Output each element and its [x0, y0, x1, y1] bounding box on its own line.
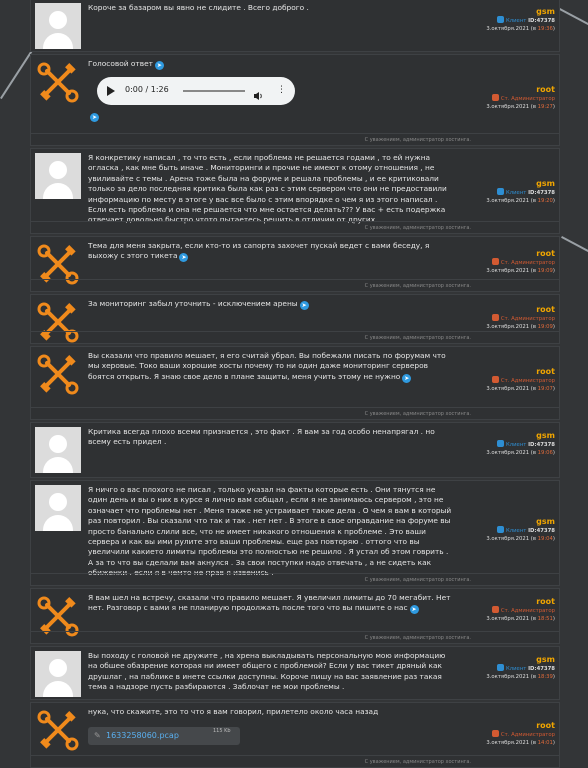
default-avatar-icon: [35, 3, 81, 49]
author-name[interactable]: root: [536, 367, 555, 376]
message-text: нука, что скажите, это то что я вам говорил, прилетело около часа назад: [88, 707, 379, 716]
volume-icon[interactable]: [253, 86, 263, 96]
attachment-file[interactable]: [88, 727, 240, 745]
author-role: Ст. Администратор: [445, 376, 555, 386]
signature: С уважением, администратор хостинга.: [364, 577, 471, 583]
author-role: Ст. Администратор: [445, 314, 555, 324]
author-role: Ст. Администратор: [445, 606, 555, 616]
message-text: Вы сказали что правило мешает, я его считай убрал. Вы побежали писать по форумам что мы херовые. Токо ваши хорошие хосты почему то ни один даже мониторинг серверов боятся открыть. Я знаю свое дело в плане защиты, меня учить этому не нужно ➤: [88, 351, 446, 382]
author-name[interactable]: root: [536, 305, 555, 314]
author-name[interactable]: root: [536, 85, 555, 94]
default-avatar-icon: [35, 485, 81, 531]
divider: [31, 331, 559, 332]
client-icon: [497, 188, 504, 195]
message-author-block: [445, 305, 555, 330]
default-avatar-icon: [35, 427, 81, 473]
message-date: 3.октября.2021 (в 18:39): [486, 674, 555, 680]
message-date: 3.октября.2021 (в 19:27): [486, 104, 555, 110]
bg-line-right-2: [561, 236, 588, 257]
message-author-block: [445, 7, 555, 32]
admin-tools-avatar-icon: [35, 299, 81, 345]
audio-player[interactable]: [97, 77, 295, 105]
author-name[interactable]: gsm: [536, 7, 555, 16]
audio-progress-bar[interactable]: [183, 90, 245, 92]
divider: [31, 631, 559, 632]
message-6: [30, 346, 560, 420]
author-name[interactable]: gsm: [536, 517, 555, 526]
author-name[interactable]: root: [536, 249, 555, 258]
author-role: Ст. Администратор: [445, 730, 555, 740]
telegram-icon: ➤: [156, 62, 162, 69]
default-avatar-icon: [35, 651, 81, 697]
message-text: За мониторинг забыл уточнить - исключением арены ➤: [88, 299, 307, 309]
message-1: [30, 0, 560, 52]
signature: С уважением, администратор хостинга.: [364, 335, 471, 341]
telegram-icon: ➤: [91, 114, 98, 121]
telegram-icon: ➤: [404, 374, 410, 382]
message-7: [30, 422, 560, 478]
message-date: 3.октября.2021 (в 19:09): [486, 268, 555, 274]
client-icon: [497, 440, 504, 447]
message-author-block: [445, 655, 555, 680]
admin-icon: [492, 606, 499, 613]
signature: С уважением, администратор хостинга.: [364, 759, 471, 765]
admin-tools-avatar-icon: [35, 593, 81, 639]
author-name[interactable]: root: [536, 597, 555, 606]
admin-icon: [492, 314, 499, 321]
message-4: [30, 236, 560, 292]
message-text: Я вам шел на встречу, сказали что правило мешает. Я увеличил лимиты до 70 мегабит. Нет нет. Разговор с вами я не планирую продолжать после того что вы пишите о нас ➤: [88, 593, 451, 614]
author-name[interactable]: gsm: [536, 655, 555, 664]
attachment-name[interactable]: 1633258060.pcap: [106, 731, 179, 740]
client-icon: [497, 16, 504, 23]
admin-tools-avatar-icon: [35, 241, 81, 287]
author-role: Клиент ID:47378: [445, 664, 555, 674]
message-date: 3.октября.2021 (в 19:07): [486, 386, 555, 392]
message-author-block: [445, 721, 555, 746]
message-text: Я ничго о вас плохого не писал , только указал на факты которые есть . Они тянутся не один день и вы о них в курсе я лично вам собщал , если я не занимаюсь сервером , это не означает что проблемы нет . Меня также не устраивает такие дела . О чем я вам в который раз повторил . Вы сказали что так и так . нет нет . В этоге в свое оправдание на форуме вы просто банально слили все, что не имеет никакого отношения к проблеме . Это ваши сервера и как вы ими рулите это ваши проблемы. еще раз повторяю . оттого что вы увеличили какието лимиты проблемы это полностью не решило . Я устал об этом говрить . А за то что вы сделали вам акнулся . За свои поступки надо отвечать , а не сидеть как обиженки . если я в чемто не прав я извенись .: [88, 485, 452, 578]
client-icon: [497, 526, 504, 533]
author-role: Ст. Администратор: [445, 258, 555, 268]
author-role: Ст. Администратор: [445, 94, 555, 104]
telegram-icon: ➤: [181, 254, 187, 262]
divider: [31, 279, 559, 280]
message-11: [30, 702, 560, 768]
message-date: 3.октября.2021 (в 18:51): [486, 616, 555, 622]
message-date: 3.октября.2021 (в 19:36): [486, 26, 555, 32]
message-author-block: [445, 597, 555, 622]
author-name[interactable]: root: [536, 721, 555, 730]
signature: С уважением, администратор хостинга.: [364, 635, 471, 641]
admin-icon: [492, 730, 499, 737]
message-author-block: [445, 431, 555, 456]
message-text: Я конкретику написал , то что есть , если проблема не решается годами , то ей нужна огласка , как мне быть иначе . Мониторинги и прочие не имеют к отому отношения , не увиливайте с темы . Арена тоже была на форуме и решала проблемы , и ее критиковали только за дело последняя критика была как раз с этим сервером что они не предоставили информацию по месту в этоге у вас все было с этим впорядке о чем я из этого написал . Если есть проблема и она не решается что мне остается делать??? У вас + есть подержка отвечает довольно быстро чтото пытаетесь решить в отличии от других.: [88, 153, 447, 225]
author-name[interactable]: gsm: [536, 179, 555, 188]
admin-tools-avatar-icon: [35, 351, 81, 397]
telegram-icon: ➤: [301, 302, 307, 309]
divider: [31, 407, 559, 408]
message-author-block: [445, 179, 555, 204]
divider: [31, 573, 559, 574]
message-text: Тема для меня закрыта, если кто-то из сапорта захочет пускай ведет с вами беседу, я выхожу с этого тикета ➤: [88, 241, 430, 262]
attachment-size: 115 Kb: [213, 728, 231, 734]
message-date: 3.октября.2021 (в 19:09): [486, 324, 555, 330]
signature: С уважением, администратор хостинга.: [364, 137, 471, 143]
admin-tools-avatar-icon: [35, 707, 81, 753]
message-date: 3.октября.2021 (в 19:06): [486, 450, 555, 456]
author-role: Клиент ID:47378: [445, 16, 555, 26]
message-date: 3.октября.2021 (в 19:04): [486, 536, 555, 542]
author-role: Клиент ID:47378: [445, 440, 555, 450]
author-name[interactable]: gsm: [536, 431, 555, 440]
audio-time: 0:00 / 1:26: [125, 85, 169, 94]
divider: [31, 133, 559, 134]
bg-line-left: [0, 49, 33, 99]
message-9: [30, 588, 560, 644]
message-text: Короче за базаром вы явно не слидите . Всего доброго .: [88, 3, 309, 12]
admin-icon: [492, 376, 499, 383]
message-text: Критика всегда плохо всеми признается , это факт . Я вам за год особо ненапрягал . но всему есть придел .: [88, 427, 435, 447]
admin-icon: [492, 258, 499, 265]
message-text: Голосовой ответ ➤: [88, 59, 162, 69]
author-role: Клиент ID:47378: [445, 188, 555, 198]
admin-icon: [492, 94, 499, 101]
bg-line-right: [559, 8, 588, 29]
signature: С уважением, администратор хостинга.: [364, 225, 471, 231]
message-date: 3.октября.2021 (в 19:20): [486, 198, 555, 204]
message-text: Вы походу с головой не дружите , на хрена выкладывать персональную мою информацию на обшее обазрение которая ни имеет общего с проблемой? Если у вас тикет дряный как друшлаг , на паблике в инете ссылки доступны. Короче пишу на вас заявление раз такая тема а надзоре пусть разбираются . Заблочат не мои проблемы .: [88, 651, 446, 692]
divider: [31, 755, 559, 756]
message-5: [30, 294, 560, 344]
message-author-block: [445, 249, 555, 274]
divider: [31, 221, 559, 222]
paperclip-icon: ✎: [94, 731, 101, 740]
message-author-block: [445, 367, 555, 392]
message-author-block: [445, 85, 555, 110]
more-options-icon[interactable]: ⋮: [277, 85, 286, 95]
author-role: Клиент ID:47378: [445, 526, 555, 536]
message-3: [30, 148, 560, 234]
signature: С уважением, администратор хостинга.: [364, 411, 471, 417]
message-author-block: [445, 517, 555, 542]
message-date: 3.октября.2021 (в 14:01): [486, 740, 555, 746]
message-8: [30, 480, 560, 586]
message-2: [30, 54, 560, 146]
message-10: [30, 646, 560, 700]
admin-tools-avatar-icon: [35, 59, 81, 105]
default-avatar-icon: [35, 153, 81, 199]
telegram-icon: ➤: [411, 606, 417, 614]
play-icon[interactable]: [107, 86, 115, 96]
signature: С уважением, администратор хостинга.: [364, 283, 471, 289]
client-icon: [497, 664, 504, 671]
